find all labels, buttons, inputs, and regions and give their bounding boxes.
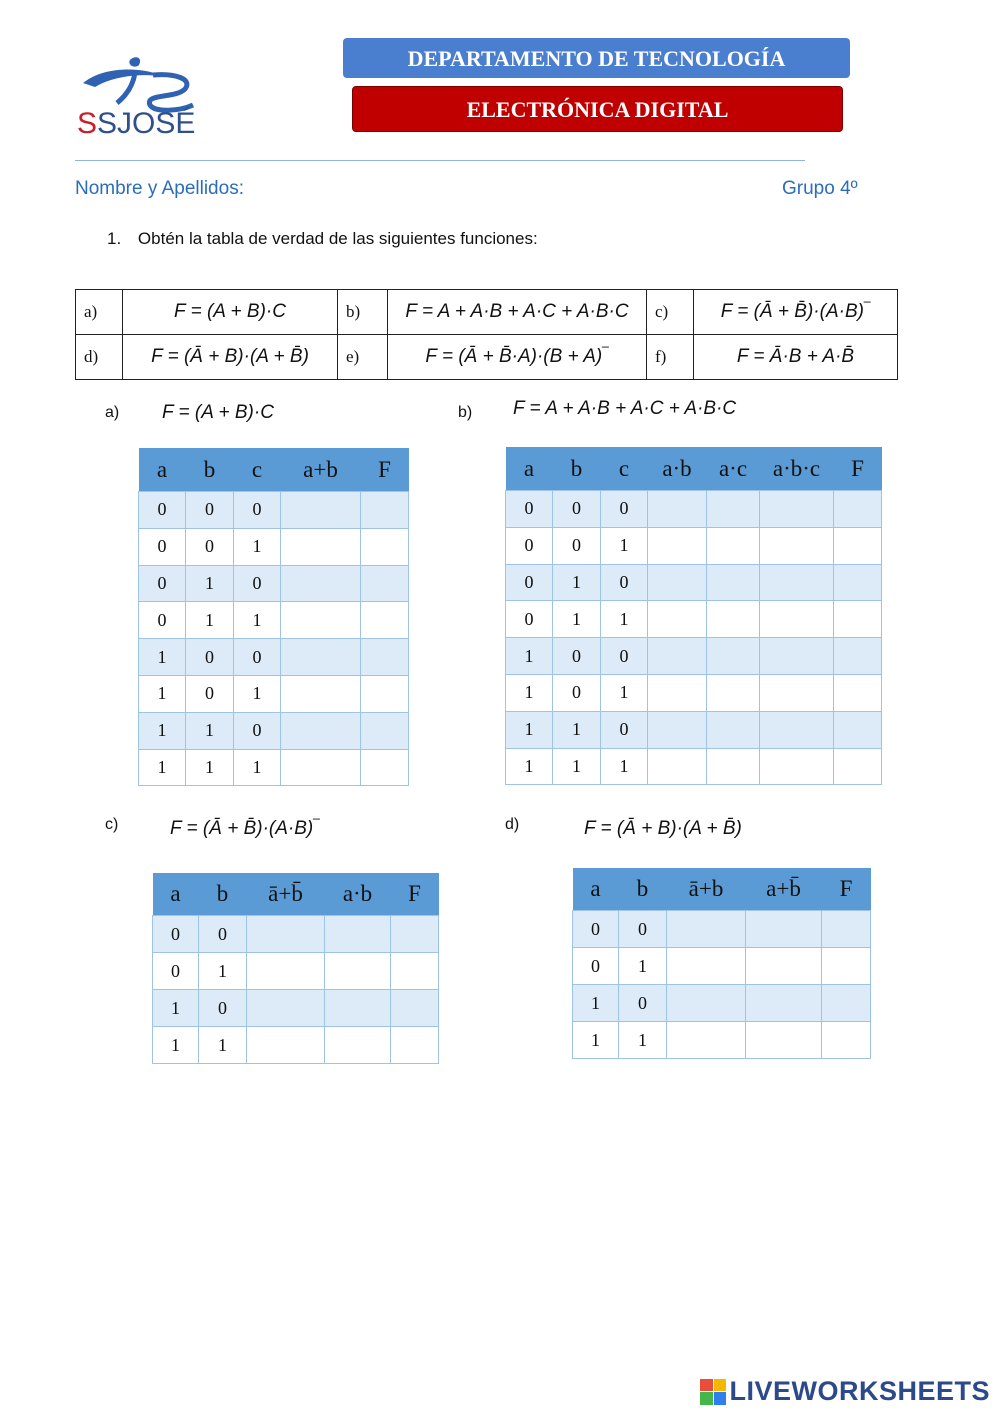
table-row bbox=[153, 1027, 439, 1064]
answer-cell[interactable] bbox=[247, 990, 325, 1027]
answer-cell[interactable] bbox=[760, 601, 834, 638]
answer-cell[interactable] bbox=[361, 565, 409, 602]
input-value-cell: 1 bbox=[139, 749, 186, 786]
answer-cell[interactable] bbox=[667, 985, 746, 1022]
input-value-cell: 1 bbox=[186, 602, 234, 639]
answer-cell[interactable] bbox=[834, 564, 882, 601]
input-value-cell: 1 bbox=[506, 711, 553, 748]
function-label: b) bbox=[338, 290, 388, 335]
input-value-cell: 1 bbox=[186, 712, 234, 749]
column-header: a bbox=[139, 448, 186, 492]
input-value-cell: 1 bbox=[234, 602, 281, 639]
answer-cell[interactable] bbox=[648, 711, 707, 748]
table-row bbox=[153, 990, 439, 1027]
truth-table-c bbox=[152, 873, 439, 1064]
section-d-label: d) bbox=[505, 816, 520, 833]
column-header: b bbox=[619, 868, 667, 911]
answer-cell[interactable] bbox=[281, 528, 361, 565]
column-header: ā+b bbox=[667, 868, 746, 911]
table-row bbox=[139, 675, 409, 712]
function-label: f) bbox=[647, 335, 694, 380]
column-header: a+b̄ bbox=[746, 868, 822, 911]
column-header: a+b bbox=[281, 448, 361, 492]
input-value-cell: 0 bbox=[553, 638, 601, 675]
input-value-cell: 0 bbox=[553, 527, 601, 564]
answer-cell[interactable] bbox=[648, 564, 707, 601]
answer-cell[interactable] bbox=[834, 748, 882, 785]
answer-cell[interactable] bbox=[667, 911, 746, 948]
input-value-cell: 0 bbox=[139, 565, 186, 602]
answer-cell[interactable] bbox=[834, 674, 882, 711]
instruction-text: Obtén la tabla de verdad de las siguientes funciones: bbox=[137, 229, 538, 248]
table-row bbox=[506, 674, 882, 711]
input-value-cell: 0 bbox=[573, 948, 619, 985]
answer-cell[interactable] bbox=[281, 602, 361, 639]
instruction bbox=[107, 229, 538, 249]
column-header: F bbox=[834, 447, 882, 491]
answer-cell[interactable] bbox=[391, 1027, 439, 1064]
instruction-number: 1. bbox=[107, 229, 122, 248]
answer-cell[interactable] bbox=[822, 911, 871, 948]
header-divider bbox=[75, 160, 805, 161]
table-row bbox=[573, 948, 871, 985]
answer-cell[interactable] bbox=[361, 749, 409, 786]
answer-cell[interactable] bbox=[834, 711, 882, 748]
truth-table-a bbox=[138, 448, 409, 786]
department-banner: DEPARTAMENTO DE TECNOLOGÍA bbox=[343, 38, 850, 78]
answer-cell[interactable] bbox=[746, 911, 822, 948]
answer-cell[interactable] bbox=[707, 711, 760, 748]
section-b-label: b) bbox=[458, 404, 473, 421]
answer-cell[interactable] bbox=[834, 601, 882, 638]
input-value-cell: 0 bbox=[601, 491, 648, 528]
answer-cell[interactable] bbox=[707, 527, 760, 564]
function-expression: F = (Ā + B̄)·(A·B)‾ bbox=[694, 290, 898, 335]
column-header: a bbox=[153, 873, 199, 916]
column-header: a·b bbox=[325, 873, 391, 916]
answer-cell[interactable] bbox=[746, 985, 822, 1022]
input-value-cell: 1 bbox=[553, 564, 601, 601]
table-header-row bbox=[573, 868, 871, 911]
answer-cell[interactable] bbox=[361, 639, 409, 676]
answer-cell[interactable] bbox=[822, 985, 871, 1022]
table-row bbox=[506, 638, 882, 675]
column-header: F bbox=[822, 868, 871, 911]
answer-cell[interactable] bbox=[281, 639, 361, 676]
answer-cell[interactable] bbox=[834, 527, 882, 564]
answer-cell[interactable] bbox=[834, 491, 882, 528]
table-header-row bbox=[139, 448, 409, 492]
answer-cell[interactable] bbox=[760, 638, 834, 675]
table-row bbox=[506, 601, 882, 638]
group-label: Grupo 4º bbox=[782, 178, 858, 199]
function-expression: F = (A + B)·C bbox=[123, 290, 338, 335]
table-row bbox=[153, 953, 439, 990]
answer-cell[interactable] bbox=[281, 749, 361, 786]
table-row bbox=[153, 916, 439, 953]
answer-cell[interactable] bbox=[760, 491, 834, 528]
input-value-cell: 1 bbox=[199, 1027, 247, 1064]
input-value-cell: 0 bbox=[553, 674, 601, 711]
answer-cell[interactable] bbox=[822, 1022, 871, 1059]
answer-cell[interactable] bbox=[391, 916, 439, 953]
answer-cell[interactable] bbox=[760, 748, 834, 785]
table-row bbox=[139, 565, 409, 602]
answer-cell[interactable] bbox=[707, 601, 760, 638]
answer-cell[interactable] bbox=[361, 712, 409, 749]
column-header: b bbox=[186, 448, 234, 492]
answer-cell[interactable] bbox=[391, 953, 439, 990]
table-row bbox=[506, 711, 882, 748]
answer-cell[interactable] bbox=[667, 1022, 746, 1059]
answer-cell[interactable] bbox=[648, 674, 707, 711]
input-value-cell: 0 bbox=[506, 491, 553, 528]
input-value-cell: 0 bbox=[506, 564, 553, 601]
input-value-cell: 0 bbox=[553, 491, 601, 528]
answer-cell[interactable] bbox=[667, 948, 746, 985]
function-expression: F = (Ā + B̄·A)·(B + A)‾ bbox=[388, 335, 647, 380]
section-c-label: c) bbox=[105, 816, 119, 833]
input-value-cell: 0 bbox=[186, 675, 234, 712]
function-label: e) bbox=[338, 335, 388, 380]
input-value-cell: 0 bbox=[573, 911, 619, 948]
column-header: a bbox=[573, 868, 619, 911]
function-expression: F = Ā·B + A·B̄ bbox=[694, 335, 898, 380]
input-value-cell: 1 bbox=[506, 638, 553, 675]
column-header: b bbox=[199, 873, 247, 916]
input-value-cell: 0 bbox=[234, 712, 281, 749]
answer-cell[interactable] bbox=[361, 528, 409, 565]
input-value-cell: 0 bbox=[234, 639, 281, 676]
answer-cell[interactable] bbox=[648, 748, 707, 785]
table-row bbox=[506, 491, 882, 528]
answer-cell[interactable] bbox=[281, 492, 361, 529]
input-value-cell: 0 bbox=[619, 911, 667, 948]
column-header: a bbox=[506, 447, 553, 491]
table-header-row bbox=[153, 873, 439, 916]
input-value-cell: 0 bbox=[139, 528, 186, 565]
input-value-cell: 0 bbox=[601, 638, 648, 675]
column-header: a·b·c bbox=[760, 447, 834, 491]
course-banner: ELECTRÓNICA DIGITAL bbox=[352, 86, 843, 132]
answer-cell[interactable] bbox=[834, 638, 882, 675]
input-value-cell: 1 bbox=[553, 711, 601, 748]
table-row bbox=[573, 1022, 871, 1059]
column-header: a·c bbox=[707, 447, 760, 491]
table-row bbox=[506, 748, 882, 785]
answer-cell[interactable] bbox=[247, 953, 325, 990]
column-header: F bbox=[361, 448, 409, 492]
input-value-cell: 1 bbox=[199, 953, 247, 990]
input-value-cell: 0 bbox=[601, 711, 648, 748]
answer-cell[interactable] bbox=[648, 638, 707, 675]
section-d-formula: F = (Ā + B)·(A + B̄) bbox=[584, 818, 742, 839]
liveworksheets-brand bbox=[700, 1376, 990, 1407]
answer-cell[interactable] bbox=[391, 990, 439, 1027]
answer-cell[interactable] bbox=[281, 712, 361, 749]
function-label: d) bbox=[76, 335, 123, 380]
logo-text: SJOSÉ bbox=[97, 107, 196, 137]
input-value-cell: 1 bbox=[234, 528, 281, 565]
answer-cell[interactable] bbox=[822, 948, 871, 985]
logo-s: S bbox=[77, 107, 98, 137]
answer-cell[interactable] bbox=[746, 1022, 822, 1059]
table-row bbox=[506, 527, 882, 564]
truth-table-d bbox=[572, 868, 871, 1059]
input-value-cell: 1 bbox=[186, 749, 234, 786]
answer-cell[interactable] bbox=[760, 527, 834, 564]
table-row bbox=[139, 639, 409, 676]
input-value-cell: 1 bbox=[601, 674, 648, 711]
table-row bbox=[139, 602, 409, 639]
column-header: F bbox=[391, 873, 439, 916]
input-value-cell: 0 bbox=[199, 916, 247, 953]
input-value-cell: 1 bbox=[619, 1022, 667, 1059]
input-value-cell: 1 bbox=[153, 1027, 199, 1064]
function-label: a) bbox=[76, 290, 123, 335]
input-value-cell: 0 bbox=[506, 601, 553, 638]
functions-table bbox=[75, 289, 898, 380]
input-value-cell: 1 bbox=[506, 748, 553, 785]
input-value-cell: 1 bbox=[153, 990, 199, 1027]
input-value-cell: 0 bbox=[506, 527, 553, 564]
input-value-cell: 1 bbox=[139, 675, 186, 712]
input-value-cell: 1 bbox=[573, 1022, 619, 1059]
answer-cell[interactable] bbox=[325, 916, 391, 953]
input-value-cell: 0 bbox=[186, 528, 234, 565]
section-a-label: a) bbox=[105, 404, 120, 421]
input-value-cell: 1 bbox=[186, 565, 234, 602]
truth-table-b bbox=[505, 447, 882, 785]
input-value-cell: 0 bbox=[234, 492, 281, 529]
section-a-formula: F = (A + B)·C bbox=[162, 402, 274, 423]
input-value-cell: 1 bbox=[573, 985, 619, 1022]
table-header-row bbox=[506, 447, 882, 491]
answer-cell[interactable] bbox=[746, 948, 822, 985]
input-value-cell: 0 bbox=[601, 564, 648, 601]
answer-cell[interactable] bbox=[361, 675, 409, 712]
table-row bbox=[139, 492, 409, 529]
answer-cell[interactable] bbox=[361, 602, 409, 639]
input-value-cell: 0 bbox=[153, 916, 199, 953]
table-row bbox=[573, 911, 871, 948]
answer-cell[interactable] bbox=[707, 674, 760, 711]
input-value-cell: 1 bbox=[506, 674, 553, 711]
input-value-cell: 0 bbox=[139, 492, 186, 529]
liveworksheets-icon bbox=[700, 1379, 726, 1405]
answer-cell[interactable] bbox=[707, 638, 760, 675]
answer-cell[interactable] bbox=[648, 527, 707, 564]
name-label: Nombre y Apellidos: bbox=[75, 178, 244, 199]
answer-cell[interactable] bbox=[325, 990, 391, 1027]
answer-cell[interactable] bbox=[707, 564, 760, 601]
column-header: c bbox=[601, 447, 648, 491]
table-row bbox=[139, 528, 409, 565]
answer-cell[interactable] bbox=[648, 601, 707, 638]
table-row bbox=[139, 712, 409, 749]
input-value-cell: 1 bbox=[234, 675, 281, 712]
input-value-cell: 1 bbox=[601, 601, 648, 638]
table-row bbox=[573, 985, 871, 1022]
input-value-cell: 0 bbox=[139, 602, 186, 639]
input-value-cell: 1 bbox=[139, 712, 186, 749]
answer-cell[interactable] bbox=[760, 564, 834, 601]
section-c-formula: F = (Ā + B̄)·(A·B)‾ bbox=[170, 818, 320, 839]
function-expression: F = A + A·B + A·C + A·B·C bbox=[388, 290, 647, 335]
input-value-cell: 1 bbox=[619, 948, 667, 985]
column-header: ā+b̄ bbox=[247, 873, 325, 916]
answer-cell[interactable] bbox=[707, 491, 760, 528]
column-header: a·b bbox=[648, 447, 707, 491]
input-value-cell: 0 bbox=[186, 639, 234, 676]
input-value-cell: 0 bbox=[186, 492, 234, 529]
answer-cell[interactable] bbox=[760, 674, 834, 711]
column-header: c bbox=[234, 448, 281, 492]
answer-cell[interactable] bbox=[281, 675, 361, 712]
table-row bbox=[139, 749, 409, 786]
answer-cell[interactable] bbox=[361, 492, 409, 529]
brand-text: LIVEWORKSHEETS bbox=[729, 1376, 990, 1406]
section-b-formula: F = A + A·B + A·C + A·B·C bbox=[513, 398, 737, 419]
answer-cell[interactable] bbox=[648, 491, 707, 528]
input-value-cell: 0 bbox=[234, 565, 281, 602]
answer-cell[interactable] bbox=[325, 1027, 391, 1064]
input-value-cell: 1 bbox=[601, 748, 648, 785]
answer-cell[interactable] bbox=[707, 748, 760, 785]
input-value-cell: 0 bbox=[199, 990, 247, 1027]
answer-cell[interactable] bbox=[247, 916, 325, 953]
answer-cell[interactable] bbox=[760, 711, 834, 748]
input-value-cell: 1 bbox=[553, 748, 601, 785]
input-value-cell: 1 bbox=[139, 639, 186, 676]
function-expression: F = (Ā + B)·(A + B̄) bbox=[123, 335, 338, 380]
answer-cell[interactable] bbox=[281, 565, 361, 602]
input-value-cell: 1 bbox=[553, 601, 601, 638]
input-value-cell: 1 bbox=[601, 527, 648, 564]
function-label: c) bbox=[647, 290, 694, 335]
input-value-cell: 0 bbox=[153, 953, 199, 990]
input-value-cell: 0 bbox=[619, 985, 667, 1022]
answer-cell[interactable] bbox=[247, 1027, 325, 1064]
column-header: b bbox=[553, 447, 601, 491]
answer-cell[interactable] bbox=[325, 953, 391, 990]
table-row bbox=[506, 564, 882, 601]
input-value-cell: 1 bbox=[234, 749, 281, 786]
school-logo bbox=[75, 55, 205, 137]
